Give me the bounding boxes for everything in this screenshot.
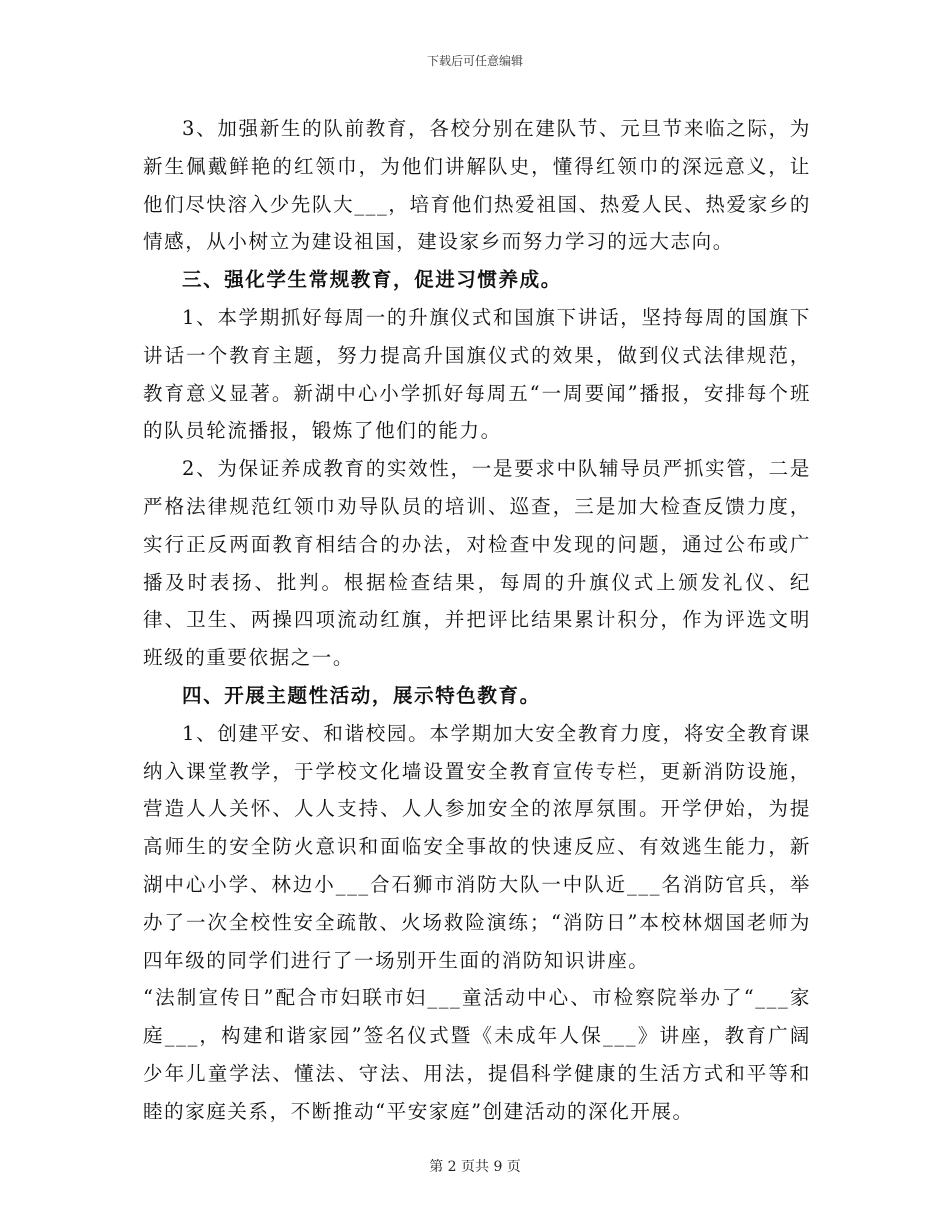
paragraph-flag-ceremony: 1、本学期抓好每周一的升旗仪式和国旗下讲话，坚持每周的国旗下讲话一个教育主题，努力提高升国旗仪式的效果，做到仪式法律规范，教育意义显著。新湖中心小学抓好每周五“一周要闻”播报，安排每个班的队员轮流播报，锻炼了他们的能力。 [143,305,811,443]
paragraph-legal-publicity-day: “法制宣传日”配合市妇联市妇___童活动中心、市检察院举办了“___家庭___，构建和谐家园”签名仪式暨《未成年人保___》讲座，教育广阔少年儿童学法、懂法、守法、用法，提倡科学健康的生活方式和平等和睦的家庭关系，不断推动“平安家庭”创建活动的深化开展。 [143,986,811,1123]
paragraph-habit-formation: 2、为保证养成教育的实效性，一是要求中队辅导员严抓实管，二是严格法律规范红领巾劝导队员的培训、巡查，三是加大检查反馈力度，实行正反两面教育相结合的办法，对检查中发现的问题，通过公布或广播及时表扬、批判。根据检查结果，每周的升旗仪式上颁发礼仪、纪律、卫生、两操四项流动红旗，并把评比结果累计积分，作为评选文明班级的重要依据之一。 [143,457,811,670]
document-body [143,110,811,1131]
section-heading-themed-activities: 四、开展主题性活动，展示特色教育。 [182,683,541,707]
paragraph-safe-campus: 1、创建平安、和谐校园。本学期加大安全教育力度，将安全教育课纳入课堂教学，于学校文化墙设置安全教育宣传专栏，更新消防设施，营造人人关怀、人人支持、人人参加安全的浓厚氛围。开学伊始，为提高师生的安全防火意识和面临安全事故的快速反应、有效逃生能力，新湖中心小学、林边小___合石狮市消防大队一中队近___名消防官兵，举办了一次全校性安全疏散、火场救险演练；“消防日”本校林烟国老师为四年级的同学们进行了一场别开生面的消防知识讲座。 [143,721,811,972]
page-number-footer: 第 2 页共 9 页 [429,1159,521,1175]
paragraph-new-student-education: 3、加强新生的队前教育，各校分别在建队节、元旦节来临之际，为新生佩戴鲜艳的红领巾，为他们讲解队史，懂得红领巾的深远意义，让他们尽快溶入少先队大___，培育他们热爱祖国、热爱人民、热爱家乡的情感，从小树立为建设祖国，建设家乡而努力学习的远大志向。 [143,117,811,254]
section-heading-routine-education: 三、强化学生常规教育，促进习惯养成。 [182,268,562,292]
page-header-note: 下载后可任意编辑 [426,54,523,68]
